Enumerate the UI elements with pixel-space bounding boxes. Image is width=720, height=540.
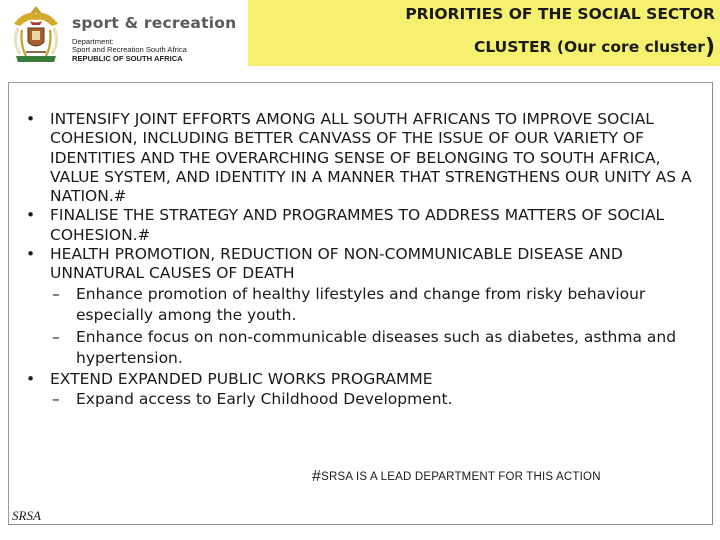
logo-block bbox=[0, 0, 248, 66]
priorities-list bbox=[24, 110, 710, 410]
bullet-icon: • bbox=[26, 110, 36, 128]
footer-label: SRSA bbox=[12, 508, 41, 523]
slide-title-line-2 bbox=[474, 35, 715, 60]
list-item bbox=[24, 206, 710, 245]
footnote-marker: # bbox=[312, 468, 322, 485]
sub-item-text: Expand access to Early Childhood Development. bbox=[76, 389, 453, 408]
item-4-text: EXTEND EXPANDED PUBLIC WORKS PROGRAMME bbox=[50, 369, 433, 388]
slide-title-line-2-text: CLUSTER (Our core cluster bbox=[473, 38, 705, 56]
slide-title-line-1: PRIORITIES OF THE SOCIAL SECTOR bbox=[405, 5, 715, 23]
sub-list-item bbox=[24, 389, 710, 411]
brand-name: sport & recreation bbox=[72, 14, 237, 32]
footnote bbox=[312, 468, 601, 486]
dash-icon: – bbox=[52, 389, 60, 408]
department-text bbox=[72, 38, 187, 63]
dash-icon: – bbox=[52, 327, 60, 346]
list-item-text bbox=[50, 110, 710, 206]
sub-list-wrapper bbox=[24, 284, 710, 370]
list-item bbox=[24, 110, 710, 206]
sub-list-wrapper bbox=[24, 389, 710, 411]
bullet-icon: • bbox=[26, 206, 36, 225]
list-item bbox=[24, 370, 710, 389]
sub-list-item bbox=[24, 284, 710, 327]
list-item-text bbox=[50, 206, 710, 245]
dept-line-2: Sport and Recreation South Africa bbox=[72, 45, 187, 55]
item-2-text: FINALISE THE STRATEGY AND PROGRAMMES TO ADDRESS MATTERS OF SOCIAL COHESION. bbox=[50, 206, 665, 244]
sub-list bbox=[24, 389, 710, 411]
dept-line-3: REPUBLIC OF SOUTH AFRICA bbox=[72, 53, 183, 63]
item-1-text: INTENSIFY JOINT EFFORTS AMONG ALL SOUTH AFRICANS TO IMPROVE SOCIAL COHESION, INCLUDING BETTER CANVASS OF THE ISSUE OF OUR VARIETY OF IDENTITIES AND THE OVERARCHING SENSE OF BELONGING TO SOUTH AFRICA, VALUE SYSTEM, AND IDENTITY IN A MANNER THAT STRENGTHENS OUR UNITY AS A NATION. bbox=[50, 110, 692, 206]
sub-item-text: Enhance promotion of healthy lifestyles and change from risky behaviour especially among the youth. bbox=[76, 284, 646, 325]
item-3-text: HEALTH PROMOTION, REDUCTION OF NON-COMMUNICABLE DISEASE AND UNNATURAL CAUSES OF DEATH bbox=[50, 245, 623, 283]
sub-item-text: Enhance focus on non-communicable diseases such as diabetes, asthma and hypertension. bbox=[76, 327, 677, 368]
dash-icon: – bbox=[52, 284, 60, 303]
footnote-text: SRSA IS A LEAD DEPARTMENT FOR THIS ACTION bbox=[321, 471, 601, 483]
sub-list-item bbox=[24, 327, 710, 370]
title-paren: ) bbox=[704, 35, 715, 60]
list-item bbox=[24, 245, 710, 284]
bullet-icon: • bbox=[26, 245, 36, 264]
lead-marker: # bbox=[113, 187, 127, 206]
sub-list bbox=[24, 284, 710, 370]
lead-marker: # bbox=[137, 225, 151, 244]
bullet-icon: • bbox=[26, 369, 36, 388]
coat-of-arms-icon bbox=[6, 2, 66, 64]
dept-line-1: Department: bbox=[72, 37, 114, 46]
title-banner bbox=[248, 0, 720, 66]
